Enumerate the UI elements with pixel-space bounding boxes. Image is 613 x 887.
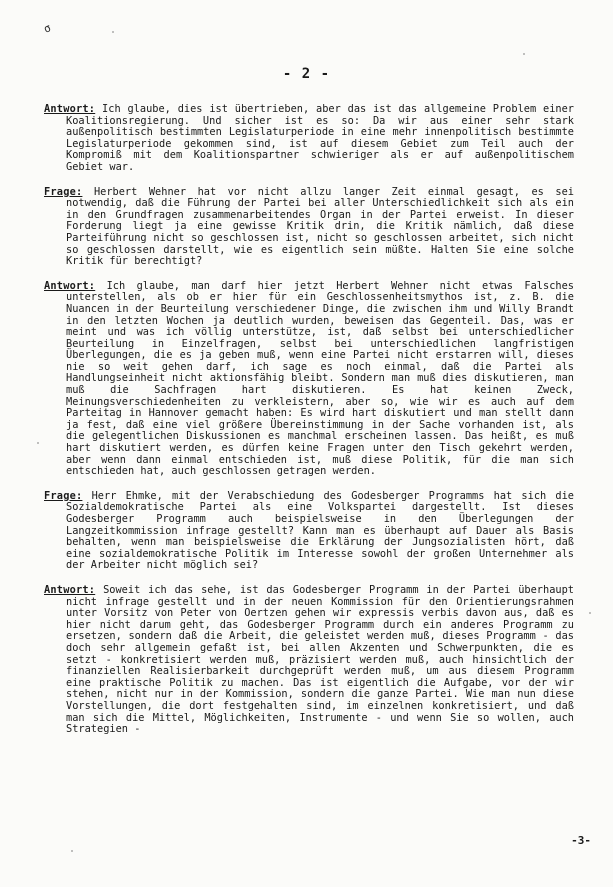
question-label: Frage: (44, 489, 83, 502)
scan-speck (112, 31, 114, 33)
answer-block-3 (44, 585, 574, 736)
answer-label: Antwort: (44, 279, 96, 292)
answer-block-1 (44, 104, 574, 174)
question-block-2 (44, 491, 574, 572)
scan-speck (589, 612, 591, 614)
answer-label: Antwort: (44, 103, 96, 115)
answer-text: Ich glaube, man darf hier jetzt Herbert Wehner nicht etwas Falsches unterstellen, als ob er hier für ein Geschlossenheitsmythos ist, z. B. die Nuancen in der Beurteilung verschiedener Dinge, die zwischen ihm und Willy Brandt in den letzten Wochen ja deutlich wurden, beweisen das Gegenteil. Das, was er meint und was ich völlig unterstütze, ist, daß selbst bei unterschiedlicher Beurteilung in Einzelfragen, selbst bei unterschiedlichen langfristigen Überlegungen, die es ja geben muß, wenn eine Partei nicht erstarren will, dieses nie so weit gehen darf, ich sage es noch einmal, daß die Partei als Handlungseinheit nicht aktionsfähig bleibt. Sondern man muß dies diskutieren, man muß die Sachfragen hart diskutieren. Es hat keinen Zweck, Meinungsverschiedenheiten zu verkleistern, aber so, wie wir es auch auf dem Parteitag in Hannover gemacht haben: Es wird hart diskutiert und man stellt dann ja fest, daß eine viel größere Übereinstimmung in der Sache vorhanden ist, als die gelegentlichen Diskussionen es manchmal erscheinen lassen. Das heißt, es muß hart diskutiert werden, es dürfen keine Fragen unter den Tisch gekehrt werden, aber wenn dann einmal entschieden ist, muß diese Politik, für die man sich entschieden hat, auch geschlossen getragen werden. (66, 279, 574, 478)
answer-block-2 (44, 281, 574, 478)
scan-speck (71, 850, 73, 852)
answer-paragraph-1 (44, 104, 574, 174)
question-label: Frage: (44, 185, 83, 198)
scan-speck (523, 53, 525, 55)
answer-paragraph-3 (44, 585, 574, 736)
question-paragraph-1 (44, 187, 574, 268)
scan-speck (37, 442, 39, 444)
interview-transcript (44, 104, 574, 749)
question-block-1 (44, 187, 574, 268)
answer-label: Antwort: (44, 583, 96, 596)
continuation-mark: -3- (571, 834, 591, 847)
question-text: Herbert Wehner hat vor nicht allzu langer Zeit einmal gesagt, es sei notwendig, daß die Führung der Partei bei aller Unterschiedlichkeit sich als ein in den Grundfragen zusammenarbeitendes Organ in der Partei erweist. In dieser Forderung liegt ja eine gewisse Kritik drin, die Kritik nämlich, daß diese Parteiführung nicht so geschlossen ist, nicht so geschlossen arbeitet, sich nicht so geschlossen darstellt, wie es eigentlich sein müßte. Halten Sie eine solche Kritik für berechtigt? (66, 185, 574, 268)
answer-paragraph-2 (44, 281, 574, 478)
answer-text: Ich glaube, dies ist übertrieben, aber das ist das allgemeine Problem einer Koalitionsregierung. Und sicher ist es so: Da wir aus einer sehr stark außenpolitisch bestimmten Legislaturperiode in eine mehr innenpolitisch bestimmte Legislaturperiode gekommen sind, ist auf diesem Gebiet zum Teil auch der Kompromiß mit dem Koalitionspartner schwieriger als er auf außenpolitischem Gebiet war. (66, 103, 574, 173)
answer-text: Soweit ich das sehe, ist das Godesberger Programm in der Partei überhaupt nicht infrage gestellt und in der neuen Kommission für den Orientierungsrahmen unter Vorsitz von Peter von Oertzen gehen wir expressis verbis davon aus, daß es hier nicht darum geht, das Godesberger Programm durch ein anderes Programm zu ersetzen, sondern daß die Arbeit, die geleistet werden muß, dieses Programm - das doch sehr allgemein gefaßt ist, bei allen Akzenten und Schwerpunkten, die es setzt - konkretisiert werden muß, präzisiert werden muß, auch hinsichtlich der finanziellen Realisierbarkeit durchgeprüft werden muß, um aus diesem Programm eine praktische Politik zu machen. Das ist eigentlich die Aufgabe, vor der wir stehen, nicht nur in der Kommission, sondern die ganze Partei. Wie man nun diese Vorstellungen, die dort festgehalten sind, im einzelnen konkretisiert, und daß man sich die Mittel, Möglichkeiten, Instrumente - und wenn Sie so wollen, auch Strategien - (66, 583, 574, 736)
question-text: Herr Ehmke, mit der Verabschiedung des Godesberger Programms hat sich die Sozialdemokratische Partei als eine Volkspartei dargestellt. Ist dieses Godesberger Programm auch beispielsweise in den Überlegungen der Langzeitkommission infrage gestellt? Kann man es überhaupt auf Dauer als Basis behalten, wenn man beispielsweise die Erklärung der Jungsozialisten hört, daß eine sozialdemokratische Politik im Interesse sowohl der großen Unternehmer als der Arbeiter nicht möglich sei? (66, 489, 574, 572)
question-paragraph-2 (44, 491, 574, 572)
page-number: - 2 - (282, 66, 331, 82)
corner-mark: σ (41, 21, 53, 36)
